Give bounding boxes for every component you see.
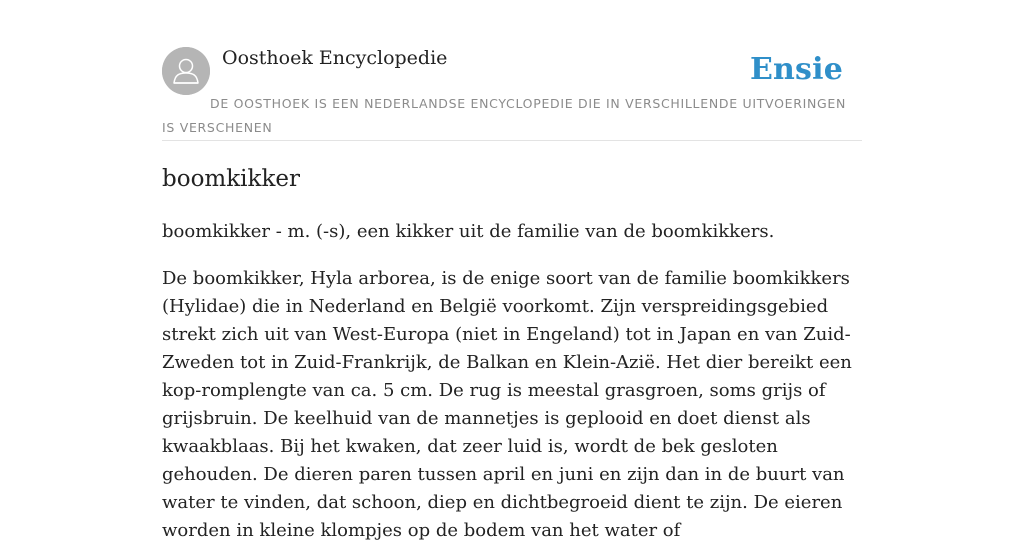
brand-logo[interactable]: Ensie — [749, 52, 843, 87]
page — [162, 0, 862, 541]
user-icon — [162, 47, 210, 95]
article-title: boomkikker — [162, 166, 300, 192]
site-description: DE OOSTHOEK IS EEN NEDERLANDSE ENCYCLOPEDIE DIE IN VERSCHILLENDE UITVOERINGEN IS VERSCHENEN — [162, 96, 847, 135]
author-avatar[interactable] — [162, 47, 210, 95]
article — [162, 160, 862, 545]
site-header — [162, 0, 862, 141]
article-body: De boomkikker, Hyla arborea, is de enige soort van de familie boomkikkers (Hylidae) die in Nederland en België voorkomt. Zijn verspreidingsgebied strekt zich uit van West-Europa (niet in Engeland) tot in Japan en van Zuid-Zweden tot in Zuid-Frankrijk, de Balkan en Klein-Azië. Het dier bereikt een kop-romplengte van ca. 5 cm. De rug is meestal grasgroen, soms grijs of grijsbruin. De keelhuid van de mannetjes is geplooid en doet dienst als kwaakblaas. Bij het kwaken, dat zeer luid is, wordt de bek gesloten gehouden. De dieren paren tussen april en juni en zijn dan in de buurt van water te vinden, dat schoon, diep en dichtbegroeid dient te zijn. De eieren worden in kleine klompjes op de bodem van het water of — [162, 268, 852, 541]
site-title[interactable]: Oosthoek Encyclopedie — [222, 47, 448, 69]
article-lead: boomkikker - m. (-s), een kikker uit de familie van de boomkikkers. — [162, 221, 775, 242]
